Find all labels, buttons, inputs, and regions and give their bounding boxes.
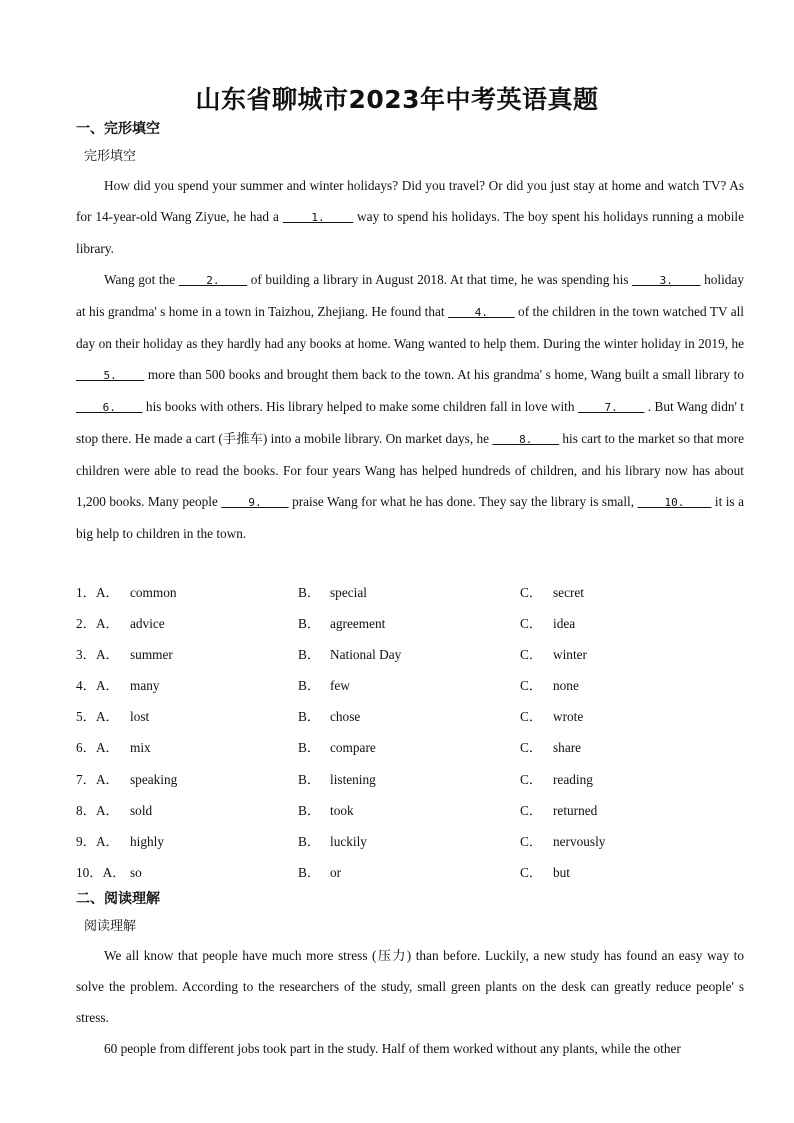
cloze-paragraph-2 — [76, 264, 744, 549]
page-title: 山东省聊城市2023年中考英语真题 — [195, 85, 599, 114]
text-run: it is a big help to children in the town. — [76, 494, 744, 541]
question-number: 4．A． — [76, 678, 119, 694]
option-c-label: C． — [520, 740, 543, 756]
question-7-options — [76, 764, 744, 795]
option-c-text: secret — [553, 585, 585, 600]
question-number: 10．A． — [76, 864, 126, 880]
option-b-text: took — [330, 802, 354, 818]
option-c-label: C． — [520, 833, 543, 849]
option-b-label: B． — [298, 678, 321, 694]
question-number: 8．A． — [76, 802, 119, 818]
text-run: way to spend his holidays. The boy spent his holidays running a mobile library. — [76, 209, 744, 256]
question-5-options — [76, 701, 744, 732]
option-a-text: many — [130, 678, 160, 694]
option-b-text: listening — [330, 771, 376, 787]
cloze-paragraph-1 — [76, 170, 744, 264]
option-a-text: speaking — [130, 771, 178, 787]
option-b-text: National Day — [330, 647, 402, 663]
option-b-label: B． — [298, 864, 321, 880]
option-b-label: B． — [298, 833, 321, 849]
question-2-options — [76, 608, 744, 639]
section-heading-reading: 二、阅读理解 — [76, 891, 160, 907]
option-a-text: lost — [130, 709, 150, 725]
question-number: 9．A． — [76, 833, 119, 849]
text-run: his cart to the market so that more children were able to read the books. For four years Wang has helped hundreds of children, and his library now has about 1,200 books. Many people — [76, 431, 744, 509]
option-c-text: but — [553, 864, 570, 880]
option-b-text: agreement — [330, 616, 386, 632]
blank-6: 6. — [76, 401, 143, 414]
section-subheading-reading: 阅读理解 — [84, 919, 137, 934]
option-b-text: luckily — [330, 833, 367, 849]
option-c-text: none — [553, 678, 579, 694]
question-10-options — [76, 857, 744, 888]
option-b-text: chose — [330, 709, 361, 725]
option-c-text: winter — [553, 647, 587, 663]
option-c-label: C． — [520, 771, 543, 787]
option-c-label: C． — [520, 709, 543, 725]
reading-paragraph-1: We all know that people have much more stress (压力) than before. Luckily, a new study has found an easy way to solve the problem. According to the researchers of the study, small green plants on the desk can greatly reduce people' s stress. — [76, 948, 744, 1025]
option-c-text: idea — [553, 616, 576, 632]
section-subheading-cloze: 完形填空 — [84, 149, 137, 164]
question-1-options — [76, 577, 744, 608]
option-c-label: C． — [520, 585, 543, 600]
option-a-text: mix — [130, 740, 151, 756]
option-a-text: so — [130, 864, 142, 880]
blank-9: 9. — [221, 496, 289, 509]
blank-2: 2. — [178, 274, 248, 287]
option-c-text: returned — [553, 802, 598, 818]
option-c-label: C． — [520, 678, 543, 694]
option-c-text: wrote — [553, 709, 584, 725]
option-c-text: nervously — [553, 833, 606, 849]
option-b-text: compare — [330, 740, 376, 756]
text-run: more than 500 books and brought them back to the town. At his grandma' s home, Wang built a small library to — [144, 367, 745, 382]
text-run: of building a library in August 2018. At that time, he was spending his — [247, 272, 633, 287]
blank-4: 4. — [448, 306, 515, 319]
option-b-text: few — [330, 678, 350, 694]
question-number: 7．A． — [76, 771, 119, 787]
option-c-label: C． — [520, 616, 543, 632]
text-run: his books with others. His library helped to make some children fall in love with — [142, 399, 578, 414]
option-c-label: C． — [520, 802, 543, 818]
reading-passage — [76, 940, 744, 1064]
option-b-label: B． — [298, 616, 321, 632]
option-a-text: summer — [130, 647, 173, 663]
option-a-text: common — [130, 585, 177, 600]
question-3-options — [76, 639, 744, 670]
question-number: 5．A． — [76, 709, 119, 725]
question-4-options — [76, 670, 744, 701]
text-run: praise Wang for what he has done. They say the library is small, — [288, 494, 638, 509]
option-b-label: B． — [298, 740, 321, 756]
answer-options — [76, 577, 744, 888]
text-run: . But Wang didn' t stop there. He made a cart (手推车) into a mobile library. On market days, he — [76, 399, 744, 446]
option-a-text: highly — [130, 833, 164, 849]
text-run: How did you spend your summer and winter holidays? Did you travel? Or did you just stay at home and watch TV? As for 14-year-old Wang Ziyue, he had a — [76, 178, 744, 224]
question-9-options — [76, 826, 744, 857]
text-run: of the children in the town watched TV all day on their holiday as they hardly had any books at home. Wang wanted to help them. During the winter holiday in 2019, he — [76, 304, 744, 351]
option-c-text: share — [553, 740, 582, 756]
reading-paragraph-2: 60 people from different jobs took part in the study. Half of them worked without any plants, while the other — [104, 1041, 681, 1056]
option-b-label: B． — [298, 802, 321, 818]
question-number: 3．A． — [76, 647, 119, 663]
section-heading-cloze: 一、完形填空 — [76, 121, 160, 137]
blank-10: 10. — [637, 496, 712, 509]
question-6-options — [76, 732, 744, 763]
option-b-label: B． — [298, 585, 321, 600]
option-b-label: B． — [298, 647, 321, 663]
question-number: 1．A． — [76, 585, 119, 600]
blank-1: 1. — [282, 211, 354, 224]
text-run: holiday at his grandma' s home in a town in Taizhou, Zhejiang. He found that — [76, 272, 744, 319]
option-b-label: B． — [298, 709, 321, 725]
cloze-passage — [76, 170, 744, 549]
blank-5: 5. — [76, 369, 145, 382]
blank-7: 7. — [577, 401, 645, 414]
option-b-label: B． — [298, 771, 321, 787]
text-run: Wang got the — [104, 272, 179, 287]
option-c-text: reading — [553, 771, 593, 787]
question-number: 2．A． — [76, 616, 119, 632]
option-b-text: special — [330, 585, 367, 600]
option-a-text: advice — [130, 616, 165, 632]
blank-3: 3. — [632, 274, 701, 287]
question-number: 6．A． — [76, 740, 119, 756]
question-8-options — [76, 795, 744, 826]
option-c-label: C． — [520, 864, 543, 880]
option-b-text: or — [330, 864, 342, 880]
blank-8: 8. — [492, 433, 560, 446]
option-c-label: C． — [520, 647, 543, 663]
option-a-text: sold — [130, 802, 153, 818]
